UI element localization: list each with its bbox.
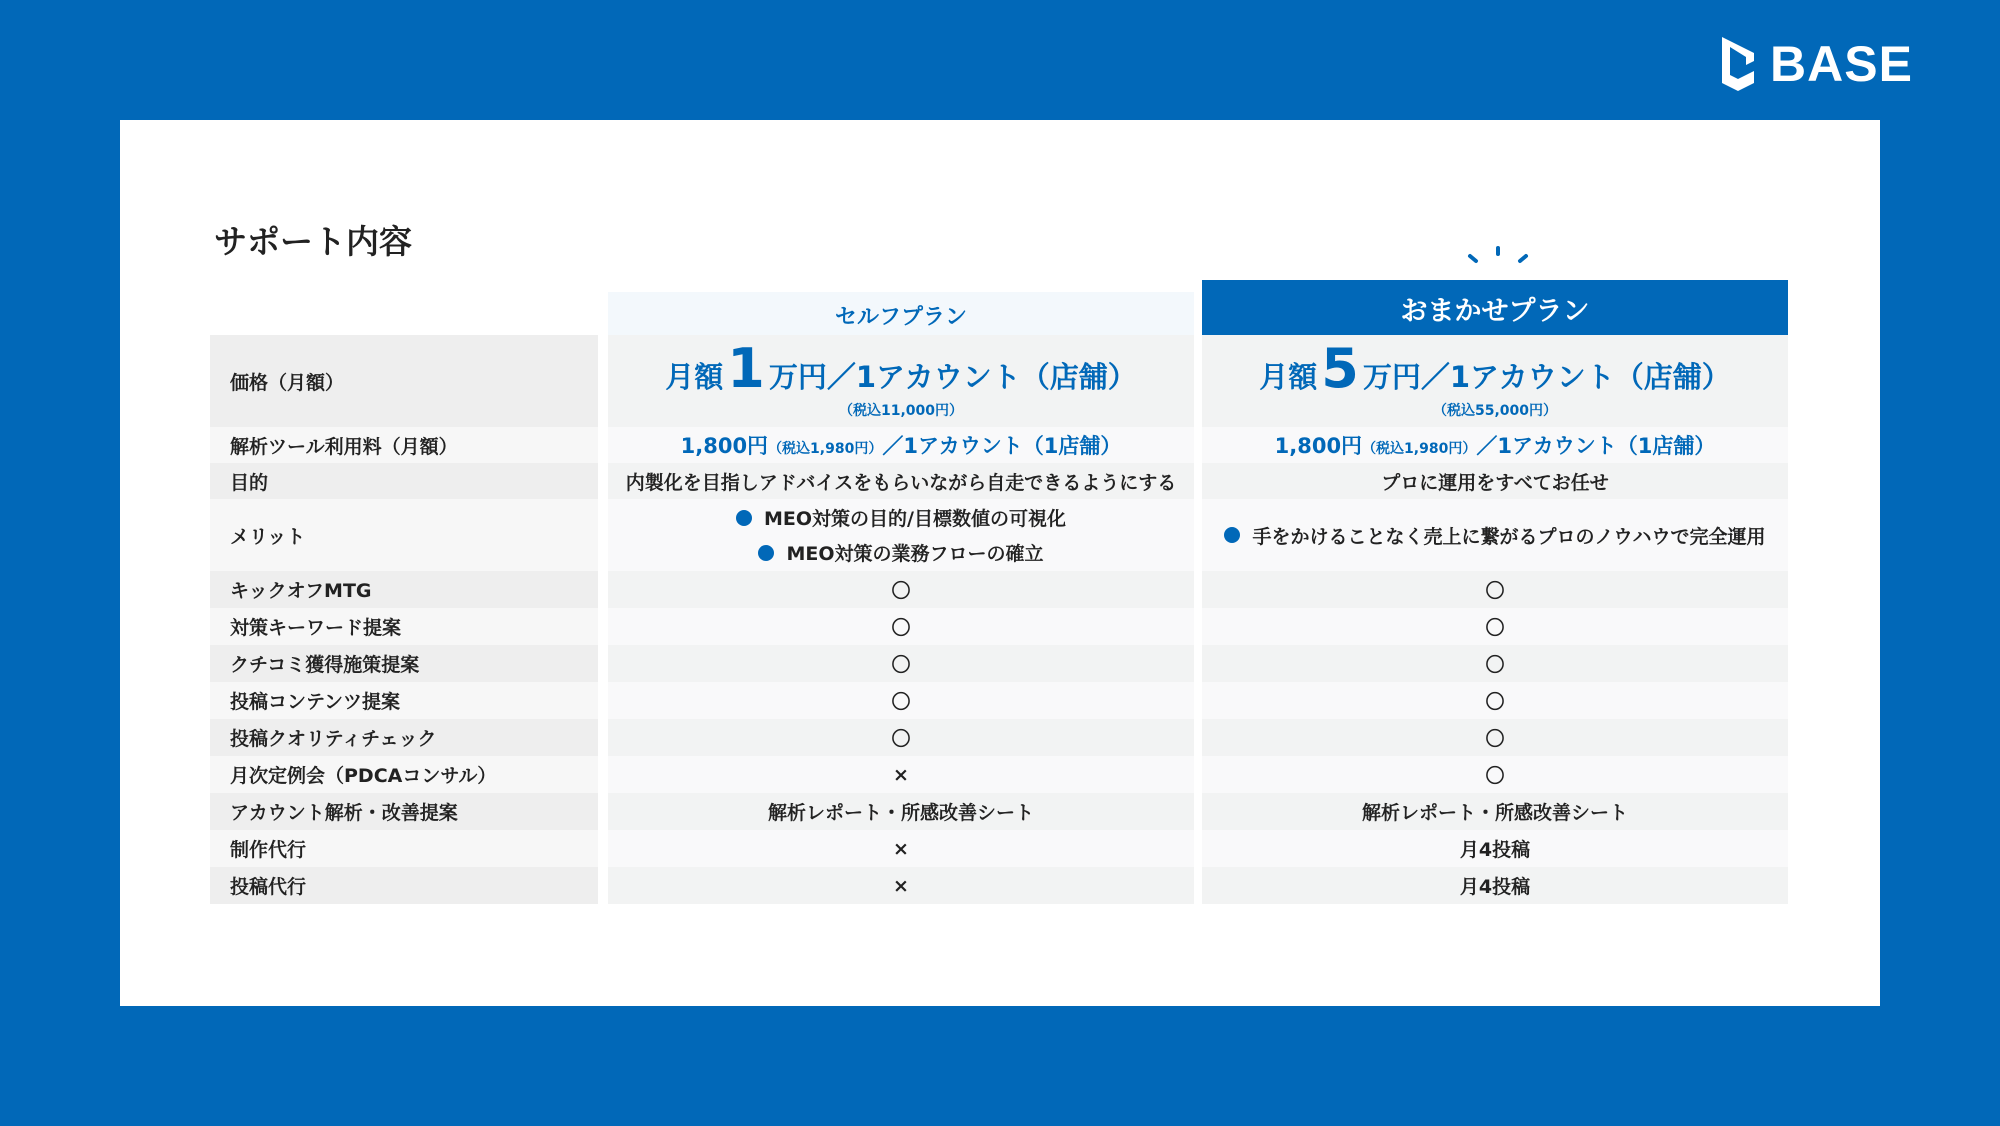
- price-suffix: 万円／1アカウント（店舗）: [768, 360, 1137, 394]
- row-label-purpose: 目的: [210, 463, 598, 499]
- price-amount: 5: [1321, 337, 1359, 400]
- feature-label: キックオフMTG: [210, 571, 598, 608]
- tool-fee-tax: （税込1,980円）: [768, 441, 883, 457]
- feature-self: 〇: [608, 719, 1194, 756]
- merit-text: MEO対策の目的/目標数値の可視化: [764, 508, 1066, 530]
- bullet-dot-icon: [736, 510, 752, 526]
- purpose-self: 内製化を目指しアドバイスをもらいながら自走できるようにする: [608, 463, 1194, 499]
- brand-name: BASE: [1770, 36, 1913, 92]
- feature-label: 対策キーワード提案: [210, 608, 598, 645]
- tool-fee-unit: ／1アカウント（1店舗）: [882, 434, 1122, 458]
- feature-omakase: 〇: [1202, 682, 1788, 719]
- tool-fee-omakase: [1202, 427, 1788, 463]
- tool-fee-amount: 1,800円: [1274, 434, 1363, 458]
- price-omakase: [1259, 337, 1731, 400]
- purpose-omakase: プロに運用をすべてお任せ: [1202, 463, 1788, 499]
- bullet-dot-icon: [758, 545, 774, 561]
- tool-fee-unit: ／1アカウント（1店舗）: [1476, 434, 1716, 458]
- price-prefix: 月額: [665, 360, 724, 394]
- feature-self: ×: [608, 756, 1194, 793]
- price-cell-self: [608, 335, 1194, 427]
- price-tax: （税込11,000円）: [838, 403, 964, 419]
- price-prefix: 月額: [1259, 360, 1318, 394]
- feature-label: 制作代行: [210, 830, 598, 867]
- feature-omakase: 〇: [1202, 756, 1788, 793]
- price-suffix: 万円／1アカウント（店舗）: [1362, 360, 1731, 394]
- section-title: サポート内容: [214, 222, 412, 261]
- merit-text: 手をかけることなく売上に繋がるプロのノウハウで完全運用: [1252, 525, 1766, 548]
- price-cell-omakase: [1202, 335, 1788, 427]
- feature-omakase: 〇: [1202, 645, 1788, 682]
- row-label-merit: メリット: [210, 499, 598, 571]
- tool-fee-self: [608, 427, 1194, 463]
- brand-logo: [1716, 30, 1913, 98]
- feature-self: 〇: [608, 571, 1194, 608]
- feature-self: 〇: [608, 608, 1194, 645]
- sparkle-icon: [1460, 242, 1540, 272]
- price-amount: 1: [727, 337, 765, 400]
- feature-label: 月次定例会（PDCAコンサル）: [210, 756, 598, 793]
- feature-self: 解析レポート・所感改善シート: [608, 793, 1194, 830]
- row-label-price: 価格（月額）: [210, 335, 598, 427]
- content-card: [120, 120, 1880, 1006]
- feature-label: 投稿代行: [210, 867, 598, 904]
- merit-self: [608, 499, 1194, 571]
- feature-omakase: 〇: [1202, 719, 1788, 756]
- tool-fee-amount: 1,800円: [680, 434, 769, 458]
- bullet-dot-icon: [1224, 527, 1240, 543]
- feature-label: クチコミ獲得施策提案: [210, 645, 598, 682]
- feature-omakase: 〇: [1202, 571, 1788, 608]
- feature-omakase: 〇: [1202, 608, 1788, 645]
- list-item: [736, 504, 1066, 531]
- base-logo-icon: [1716, 33, 1760, 95]
- list-item: [1224, 522, 1765, 549]
- row-label-tool-fee: 解析ツール利用料（月額）: [210, 427, 598, 463]
- feature-self: 〇: [608, 645, 1194, 682]
- price-self: [665, 337, 1137, 400]
- price-tax: （税込55,000円）: [1432, 403, 1558, 419]
- merit-text: MEO対策の業務フローの確立: [786, 543, 1044, 565]
- feature-omakase: 解析レポート・所感改善シート: [1202, 793, 1788, 830]
- merit-omakase: [1202, 499, 1788, 571]
- feature-label: 投稿コンテンツ提案: [210, 682, 598, 719]
- feature-label: アカウント解析・改善提案: [210, 793, 598, 830]
- tool-fee-tax: （税込1,980円）: [1362, 441, 1477, 457]
- feature-omakase: 月4投稿: [1202, 830, 1788, 867]
- feature-label: 投稿クオリティチェック: [210, 719, 598, 756]
- feature-self: ×: [608, 867, 1194, 904]
- list-item: [758, 539, 1043, 566]
- plan-header-self: セルフプラン: [608, 292, 1194, 338]
- plan-header-omakase: おまかせプラン: [1202, 280, 1788, 336]
- feature-self: ×: [608, 830, 1194, 867]
- feature-omakase: 月4投稿: [1202, 867, 1788, 904]
- feature-self: 〇: [608, 682, 1194, 719]
